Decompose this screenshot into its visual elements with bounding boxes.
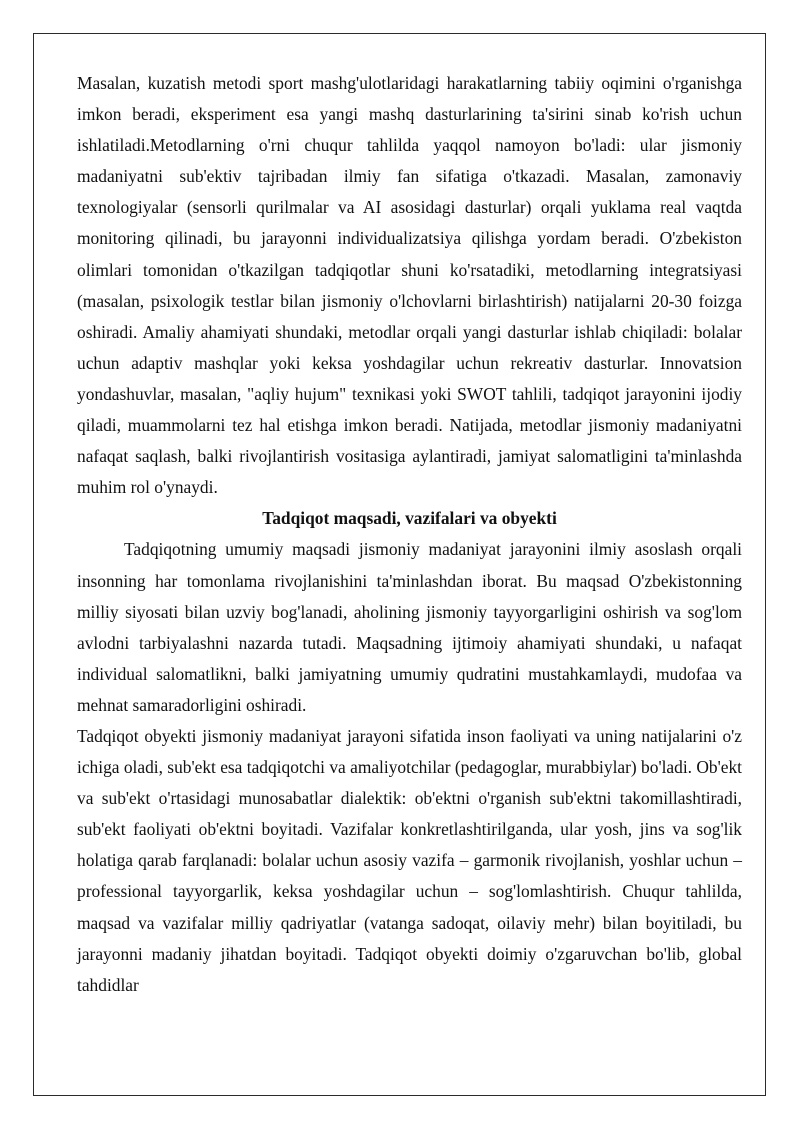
document-body (77, 68, 742, 1001)
section-heading: Tadqiqot maqsadi, vazifalari va obyekti (262, 508, 557, 529)
paragraph-goal: Tadqiqotning umumiy maqsadi jismoniy madaniyat jarayonini ilmiy asoslash orqali insonning har tomonlama rivojlanishini ta'minlashdan iborat. Bu maqsad O'zbekistonning milliy siyosati bilan uzviy bog'lanadi, aholining jismoniy tayyorgarligini oshirish va sog'lom avlodni tarbiyalashni nazarda tutadi. Maqsadning ijtimoiy ahamiyati shundaki, u nafaqat individual salomatlikni, balki jamiyatning umumiy qudratini mustahkamlaydi, mudofaa va mehnat samaradorligini oshiradi. (77, 539, 742, 715)
paragraph-object: Tadqiqot obyekti jismoniy madaniyat jarayoni sifatida inson faoliyati va uning natijalarini o'z ichiga oladi, sub'ekt esa tadqiqotchi va amaliyotchilar (pedagoglar, murabbiylar) bo'ladi. Ob'ekt va sub'ekt o'rtasidagi munosabatlar dialektik: ob'ektni o'rganish sub'ektni takomillashtiradi, sub'ekt faoliyati ob'ektni boyitadi. Vazifalar konkretlashtirilganda, ular yosh, jins va sog'lik holatiga qarab farqlanadi: bolalar uchun asosiy vazifa – garmonik rivojlanish, yoshlar uchun – professional tayyorgarlik, keksa yoshdagilar uchun – sog'lomlashtirish. Chuqur tahlilda, maqsad va vazifalar milliy qadriyatlar (vatanga sadoqat, oilaviy mehr) bilan boyitiladi, bu jarayonni madaniy jihatdan boyitadi. Tadqiqot obyekti doimiy o'zgaruvchan bo'lib, global tahdidlar (77, 725, 742, 995)
paragraph-methods: Masalan, kuzatish metodi sport mashg'ulotlaridagi harakatlarning tabiiy oqimini o'rganishga imkon beradi, eksperiment esa yangi mashq dasturlarining ta'sirini sinab ko'rish uchun ishlatiladi.Metodlarning o'rni chuqur tahlilda yaqqol namoyon bo'ladi: ular jismoniy madaniyatni sub'ektiv tajribadan ilmiy fan sifatiga o'tkazadi. Masalan, zamonaviy texnologiyalar (sensorli qurilmalar va AI asosidagi dasturlar) orqali yuklama real vaqtda monitoring qilinadi, bu jarayonni individualizatsiya qilishga yordam beradi. O'zbekiston olimlari tomonidan o'tkazilgan tadqiqotlar shuni ko'rsatadiki, metodlarning integratsiyasi (masalan, psixologik testlar bilan jismoniy o'lchovlarni birlashtirish) natijalarni 20-30 foizga oshiradi. Amaliy ahamiyati shundaki, metodlar orqali yangi dasturlar ishlab chiqiladi: bolalar uchun adaptiv mashqlar yoki keksa yoshdagilar uchun rekreativ dasturlar. Innovatsion yondashuvlar, masalan, "aqliy hujum" texnikasi yoki SWOT tahlili, tadqiqot jarayonini ijodiy qiladi, muammolarni tez hal etishga imkon beradi. Natijada, metodlar jismoniy madaniyatni nafaqat saqlash, balki rivojlantirish vositasiga aylantiradi, jamiyat salomatligini ta'minlashda muhim rol o'ynaydi. (77, 73, 742, 498)
